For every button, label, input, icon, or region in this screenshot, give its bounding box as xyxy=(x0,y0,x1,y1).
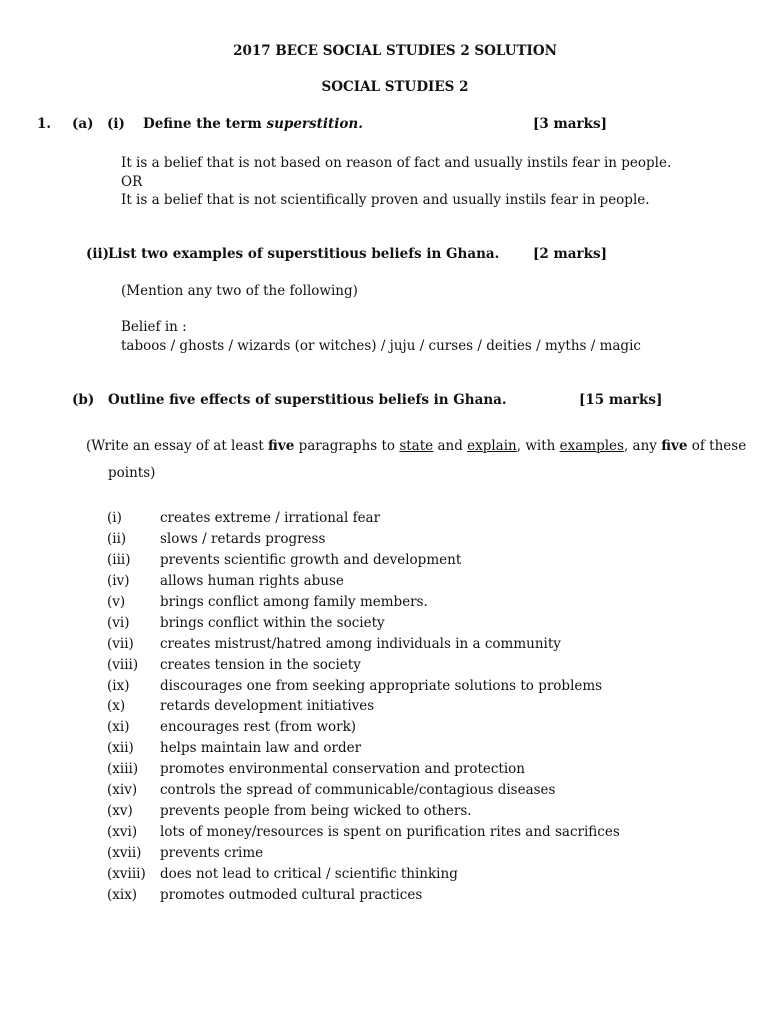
list-item-number: (vii) xyxy=(107,636,134,652)
list-item-number: (xv) xyxy=(107,803,133,819)
question-b-text: Outline five effects of superstitious beliefs in Ghana. xyxy=(108,392,507,408)
instruction-a-ii: (Mention any two of the following) xyxy=(121,283,358,299)
question-a-i-text-main: Define the term xyxy=(143,116,267,132)
list-item-text: promotes environmental conservation and protection xyxy=(160,761,525,777)
part-a-label: (a) xyxy=(72,116,94,132)
list-item-number: (i) xyxy=(107,510,122,526)
list-item-number: (v) xyxy=(107,594,126,610)
list-item-text: brings conflict within the society xyxy=(160,615,385,631)
question-a-ii-text: List two examples of superstitious beliefs in Ghana. xyxy=(108,246,500,262)
answer-a-i-line1: It is a belief that is not based on reason of fact and usually instils fear in people. xyxy=(121,155,672,171)
list-item-text: prevents scientific growth and development xyxy=(160,552,462,568)
answer-a-i-or: OR xyxy=(121,174,143,190)
list-item-number: (ix) xyxy=(107,678,130,694)
list-item-text: retards development initiatives xyxy=(160,698,375,714)
marks-a-ii: [2 marks] xyxy=(533,246,607,262)
list-item-text: helps maintain law and order xyxy=(160,740,362,756)
list-item-text: creates mistrust/hatred among individuals in a community xyxy=(160,636,561,652)
marks-a-i: [3 marks] xyxy=(533,116,607,132)
sub-ii-label: (ii) xyxy=(86,246,110,262)
list-item-number: (xiii) xyxy=(107,761,139,777)
instr-five: five xyxy=(268,438,295,454)
instr-part: , any xyxy=(623,438,662,454)
list-item-text: brings conflict among family members. xyxy=(160,594,428,610)
list-item-number: (xii) xyxy=(107,740,134,756)
marks-b: [15 marks] xyxy=(579,392,663,408)
document-subtitle: SOCIAL STUDIES 2 xyxy=(321,79,469,95)
list-item-text: prevents crime xyxy=(160,845,264,861)
list-item-number: (xi) xyxy=(107,719,130,735)
question-number: 1. xyxy=(37,116,52,132)
list-item-text: discourages one from seeking appropriate solutions to problems xyxy=(160,678,603,694)
instr-part: paragraphs to xyxy=(294,438,400,454)
list-item-number: (x) xyxy=(107,698,126,714)
list-item-number: (iv) xyxy=(107,573,130,589)
instr-part: , with xyxy=(516,438,560,454)
instr-part: (Write an essay of at least xyxy=(86,438,269,454)
list-item-number: (ii) xyxy=(107,531,127,547)
list-item-text: allows human rights abuse xyxy=(160,573,344,589)
sub-i-label: (i) xyxy=(107,116,125,132)
list-item-number: (vi) xyxy=(107,615,130,631)
list-item-number: (xvi) xyxy=(107,824,138,840)
question-a-i-text xyxy=(143,116,363,132)
list-item-text: prevents people from being wicked to others. xyxy=(160,803,472,819)
instr-state: state xyxy=(399,438,434,454)
part-b-label: (b) xyxy=(72,392,95,408)
list-item-text: controls the spread of communicable/contagious diseases xyxy=(160,782,556,798)
list-item-number: (xviii) xyxy=(107,866,146,882)
instr-part: of these xyxy=(687,438,747,454)
list-item-number: (xvii) xyxy=(107,845,142,861)
list-item-text: slows / retards progress xyxy=(160,531,326,547)
list-item-text: creates tension in the society xyxy=(160,657,361,673)
list-item-number: (iii) xyxy=(107,552,131,568)
list-item-number: (xix) xyxy=(107,887,138,903)
list-item-text: promotes outmoded cultural practices xyxy=(160,887,423,903)
instruction-b-line2: points) xyxy=(108,465,156,481)
list-item-text: creates extreme / irrational fear xyxy=(160,510,381,526)
list-item-number: (xiv) xyxy=(107,782,138,798)
question-a-i-term: superstition. xyxy=(266,116,363,132)
belief-label: Belief in : xyxy=(121,319,187,335)
list-item-text: encourages rest (from work) xyxy=(160,719,357,735)
instr-part: and xyxy=(433,438,468,454)
list-item-number: (viii) xyxy=(107,657,139,673)
instr-explain: explain xyxy=(467,438,517,454)
list-item-text: lots of money/resources is spent on purification rites and sacrifices xyxy=(160,824,620,840)
instruction-b-line1 xyxy=(86,438,746,454)
list-item-text: does not lead to critical / scientific thinking xyxy=(160,866,458,882)
belief-list: taboos / ghosts / wizards (or witches) / juju / curses / deities / myths / magic xyxy=(121,338,641,354)
instr-five: five xyxy=(661,438,688,454)
document-title: 2017 BECE SOCIAL STUDIES 2 SOLUTION xyxy=(233,43,557,59)
answer-a-i-line2: It is a belief that is not scientifically proven and usually instils fear in people. xyxy=(121,192,650,208)
instr-examples: examples xyxy=(559,438,624,454)
